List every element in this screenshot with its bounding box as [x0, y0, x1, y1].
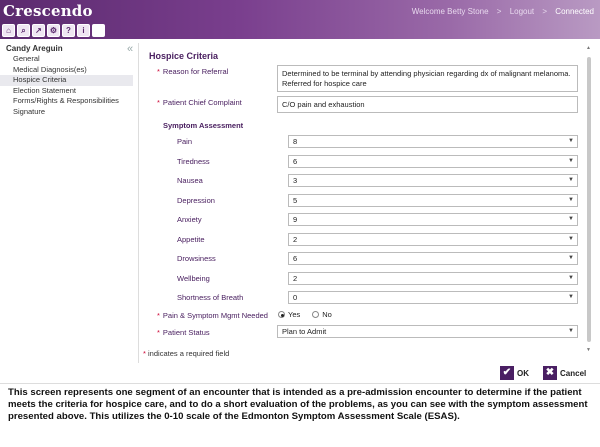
pain-select[interactable]	[288, 135, 578, 148]
chevron-down-icon: ▼	[568, 177, 574, 183]
required-star: *	[157, 311, 160, 320]
select-value: 0	[293, 293, 298, 302]
radio-label: No	[322, 310, 332, 319]
sidebar-item-election-statement[interactable]: Election Statement	[13, 85, 76, 95]
chevron-down-icon: ▼	[568, 294, 574, 300]
reason-for-referral-input[interactable]: Determined to be terminal by attending physician regarding dx of malignant melanoma. Referred for hospice care	[277, 65, 578, 92]
sidebar-item-hospice-criteria[interactable]: Hospice Criteria	[0, 75, 133, 86]
label-text: Patient Status	[162, 328, 210, 337]
scroll-up-icon[interactable]: ▲	[586, 45, 591, 51]
separator: >	[542, 7, 548, 16]
patient-status-label	[157, 328, 210, 337]
search-icon[interactable]: ⌕	[17, 24, 30, 37]
select-value: 8	[293, 137, 298, 146]
select-value: 6	[293, 156, 298, 166]
symptom-label-tiredness: Tiredness	[177, 156, 210, 166]
chevron-down-icon: ▼	[568, 216, 574, 222]
chief-complaint-input[interactable]: C/O pain and exhaustion	[277, 96, 578, 113]
sidebar-nav	[0, 54, 133, 117]
radio-label: Yes	[288, 310, 301, 319]
vertical-scrollbar[interactable]	[586, 43, 592, 355]
symptom-mgmt-radio-group	[278, 310, 340, 319]
ok-button[interactable]	[500, 366, 529, 380]
label-text: Reason for Referral	[162, 67, 229, 76]
caption-text: This screen represents one segment of an encounter that is intended as a pre-admission encounter to determine if the patient meets the criteria for hospice care, and to do a short evaluation of the problems, as you can see with the symptom assessment presented above. This utilizes the 0-10 scale of the Edmonton Symptom Assessment Scale (ESAS).	[8, 387, 588, 422]
symptom-label-drowsiness: Drowsiness	[177, 254, 216, 263]
sidebar	[0, 39, 133, 372]
radio-yes[interactable]	[278, 310, 300, 319]
sidebar-item-forms-rights[interactable]: Forms/Rights & Responsibilities	[13, 96, 119, 105]
select-value: Plan to Admit	[282, 327, 327, 336]
drowsiness-select[interactable]	[288, 252, 578, 265]
select-value: 3	[293, 176, 298, 185]
scroll-down-icon[interactable]: ▼	[586, 347, 591, 353]
wellbeing-select[interactable]	[288, 272, 578, 285]
select-value: 5	[293, 195, 298, 205]
connection-status: Connected	[555, 7, 594, 16]
appetite-select[interactable]	[288, 233, 578, 246]
patient-status-select[interactable]	[277, 325, 578, 338]
symptom-mgmt-label	[157, 311, 268, 320]
select-value: 2	[293, 273, 298, 283]
caption-area	[0, 383, 600, 447]
symptom-label-depression: Depression	[177, 195, 215, 205]
radio-button[interactable]	[278, 311, 285, 318]
header-user-bar	[406, 7, 594, 16]
patient-name: Candy Areguin	[6, 44, 63, 53]
symptom-label-anxiety: Anxiety	[177, 215, 202, 224]
select-value: 2	[293, 234, 298, 244]
page-icon[interactable]	[92, 24, 105, 37]
toolbar	[2, 24, 105, 38]
section-title: Hospice Criteria	[149, 51, 219, 61]
chevron-down-icon: ▼	[568, 328, 574, 334]
chevron-down-icon: ▼	[568, 235, 574, 242]
label-text: Pain & Symptom Mgmt Needed	[162, 311, 268, 320]
sidebar-item-general[interactable]: General	[13, 54, 40, 63]
chevron-down-icon: ▼	[568, 196, 574, 203]
symptom-label-wellbeing: Wellbeing	[177, 273, 210, 283]
app-header	[0, 0, 600, 39]
cancel-button[interactable]	[543, 366, 586, 380]
symptom-label-shortness-of-breath: Shortness of Breath	[177, 293, 244, 302]
welcome-text: Welcome Betty Stone	[411, 7, 489, 16]
select-value: 6	[293, 254, 298, 263]
sidebar-item-medical-diagnoses[interactable]: Medical Diagnosis(es)	[13, 64, 87, 74]
info-icon[interactable]: i	[77, 24, 90, 37]
required-field-note	[143, 349, 229, 358]
note-text: indicates a required field	[148, 349, 230, 358]
anxiety-select[interactable]	[288, 213, 578, 226]
help-icon[interactable]: ?	[62, 24, 75, 37]
chief-complaint-label	[157, 98, 242, 107]
chevron-down-icon: ▼	[568, 138, 574, 144]
required-star: *	[157, 98, 160, 107]
select-value: 9	[293, 215, 298, 224]
collapse-sidebar-icon[interactable]: «	[127, 43, 134, 55]
required-star: *	[157, 67, 160, 76]
tiredness-select[interactable]	[288, 155, 578, 168]
symptom-assessment-heading: Symptom Assessment	[163, 121, 244, 130]
scrollbar-thumb[interactable]	[587, 57, 591, 342]
required-star: *	[157, 328, 160, 337]
chevron-down-icon: ▼	[568, 157, 574, 164]
reason-for-referral-label	[157, 67, 228, 76]
label-text: Patient Chief Complaint	[162, 98, 242, 107]
button-label: Cancel	[560, 368, 587, 378]
symptom-label-appetite: Appetite	[177, 234, 205, 244]
button-label: OK	[517, 368, 529, 378]
nausea-select[interactable]	[288, 174, 578, 187]
chevron-down-icon: ▼	[568, 274, 574, 281]
gear-icon[interactable]: ⚙	[47, 24, 60, 37]
depression-select[interactable]	[288, 194, 578, 207]
logout-link[interactable]: Logout	[509, 7, 535, 16]
checkmark-icon: ✔	[500, 366, 514, 380]
close-icon: ✖	[543, 366, 557, 380]
shortness-of-breath-select[interactable]	[288, 291, 578, 304]
hospice-criteria-form	[138, 43, 593, 363]
symptom-label-nausea: Nausea	[177, 176, 203, 185]
required-star: *	[143, 349, 146, 358]
sidebar-item-signature[interactable]: Signature	[13, 106, 46, 116]
radio-no[interactable]	[312, 310, 332, 319]
chevron-down-icon: ▼	[568, 255, 574, 261]
chart-icon[interactable]: ↗	[32, 24, 45, 37]
home-icon[interactable]: ⌂	[2, 24, 15, 37]
separator: >	[496, 7, 502, 16]
app-logo: Crescendo	[3, 2, 93, 20]
symptom-label-pain: Pain	[177, 137, 193, 146]
radio-button[interactable]	[312, 311, 319, 318]
